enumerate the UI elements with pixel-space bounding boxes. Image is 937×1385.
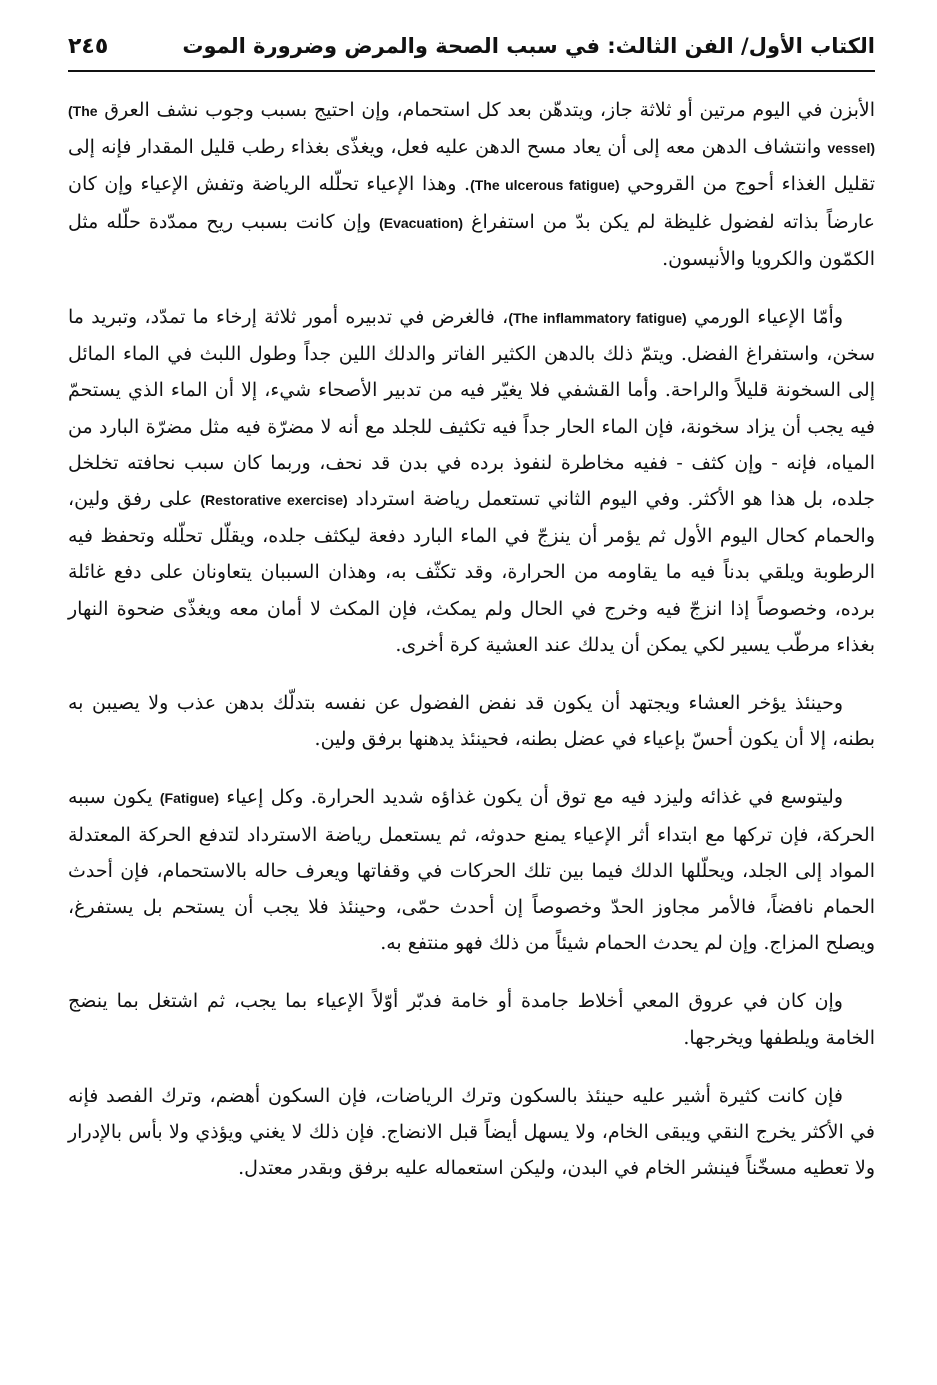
page-number: ٢٤٥: [68, 33, 109, 59]
paragraph-text: وإن كان في عروق المعي أخلاط جامدة أو خامة فدبّر أوّلاً الإعياء بما يجب، ثم اشتغل بما ينضج الخامة ويلطفها ويخرجها.: [68, 990, 875, 1049]
english-gloss: (Evacuation): [379, 214, 464, 231]
english-gloss: (The ulcerous fatigue): [470, 177, 620, 194]
paragraph-text: وإن كانت بسبب ريح ممدّدة حلّله مثل الكمّون والكرويا والأنيسون.: [68, 210, 875, 270]
paragraph: [68, 779, 875, 961]
paragraph-text: الأبزن في اليوم مرتين أو ثلاثة جاز، ويتدهّن بعد كل استحمام، وإن احتيج بسبب وجوب نشف العرق: [97, 99, 875, 121]
running-title: الكتاب الأول/ الفن الثالث: في سبب الصحة والمرض وضرورة الموت: [182, 34, 875, 58]
english-gloss: (Restorative exercise): [200, 492, 348, 509]
paragraph-text: وحينئذ يؤخر العشاء ويجتهد أن يكون قد نفض الفضول عن نفسه بتدلّك بدهن عذب ولا يصيبن به بطنه، إلا أن يكون أحسّ بإعياء في عضل بطنه، فحينئذ يدهنها برفق ولين.: [68, 692, 875, 751]
paragraph-text: وليتوسع في غذائه وليزد فيه مع توق أن يكون غذاؤه شديد الحرارة. وكل إعياء: [218, 786, 843, 809]
page-header: [68, 22, 875, 72]
paragraph: [68, 299, 875, 663]
paragraph-text: وأمّا الإعياء الورمي: [686, 306, 843, 329]
paragraph-text: على رفق ولين، والحمام كحال اليوم الأول ثم يؤمر أن ينزجّ في الماء البارد دفعة ليكثف جلده، ويقلّل تحلّله وتحفظ فيه الرطوبة ويلقي بدناً فيه ما يقاومه من الحرارة، وقد تكثّف به، وهذان السببان يتعاونان على دفع غائلة برده، وخصوصاً إذا انزجّ فيه وخرج في الحال ولم يمكث، فإن المكث لا أمان معه ويغذّى ضحوة النهار بغذاء مرطّب يسير لكي يمكن أن يدلك عند العشية كرة أخرى.: [68, 488, 875, 656]
paragraph-text: وانتشاف الدهن معه إلى أن يعاد مسح الدهن عليه فعل، ويغذّى بغذاء رطب قليل المقدار فإنه إلى تقليل الغذاء أحوج من القروحي: [68, 136, 876, 196]
english-gloss: (The inflammatory fatigue): [508, 310, 687, 327]
paragraph-text: . وهذا الإعياء تحلّله الرياضة وتفش الإعياء وإن كان عارضاً بذاته لفضول غليظة لم يكن بدّ من استفراغ: [68, 173, 875, 233]
english-gloss: (Fatigue): [159, 790, 219, 807]
paragraph-text: يكون سببه الحركة، فإن تركها مع ابتداء أثر الإعياء يمنع حدوثه، ثم يستعمل رياضة الاسترداد لتدفع الحركة المعتدلة المواد إلى الجلد، ويحلّلها الدلك فيما بين تلك الحركات في وقفاتها ويعرف حاله بالاستحمام، فإن أحدث الحمام نافضاً، فالأمر مجاوز الحدّ وخصوصاً إن أحدث حمّى، وحينئذ فلا يجب أن يستحم بل يستفرغ، ويصلح المزاج. وإن لم يحدث الحمام شيئاً من ذلك فهو منتفع به.: [68, 786, 876, 955]
paragraph: [68, 1078, 875, 1187]
paragraph: [68, 685, 875, 757]
paragraph: [68, 92, 875, 277]
page-body: [68, 92, 875, 1208]
paragraph-text: ، فالغرض في تدبيره أمور ثلاثة إرخاء ما تمدّد، وتبريد ما سخن، واستفراغ الفضل. ويتمّ ذلك بالدهن الكثير الفاتر والدلك اللين جداً وطول اللبث في الماء المائل إلى السخونة قليلاً والراحة. وأما القشفي فلا يغيّر فيه من تدبير الأصحاء شيء، إلا أن الماء الذي يستحمّ فيه يجب أن يزاد سخونة، فإن الماء الحار جداً فيه تكثيف للجلد مع أنه لا مضرّة فيه مثل مضرّة البارد من المياه، فإنه - وإن كثف - ففيه مخاطرة لنفوذ برده في بدن قد نحف، وربما كان سبب نحافته تخلخل جلده، بل هذا هو الأكثر. وفي اليوم الثاني تستعمل رياضة استرداد: [68, 306, 876, 511]
paragraph-text: فإن كانت كثيرة أشير عليه حينئذ بالسكون وترك الرياضات، فإن السكون أهضم، وترك الفصد فإنه في الأكثر يخرج النقي ويبقى الخام، ولا يسهل أيضاً قبل الانضاج. فإن ذلك لا يغني ويؤذي ولا بأس بالإدرار ولا تعطيه مسخّناً فينشر الخام في البدن، وليكن استعماله عليه برفق وبقدر معتدل.: [68, 1084, 875, 1180]
english-gloss: (The vessel): [68, 103, 875, 157]
paragraph: [68, 983, 875, 1055]
